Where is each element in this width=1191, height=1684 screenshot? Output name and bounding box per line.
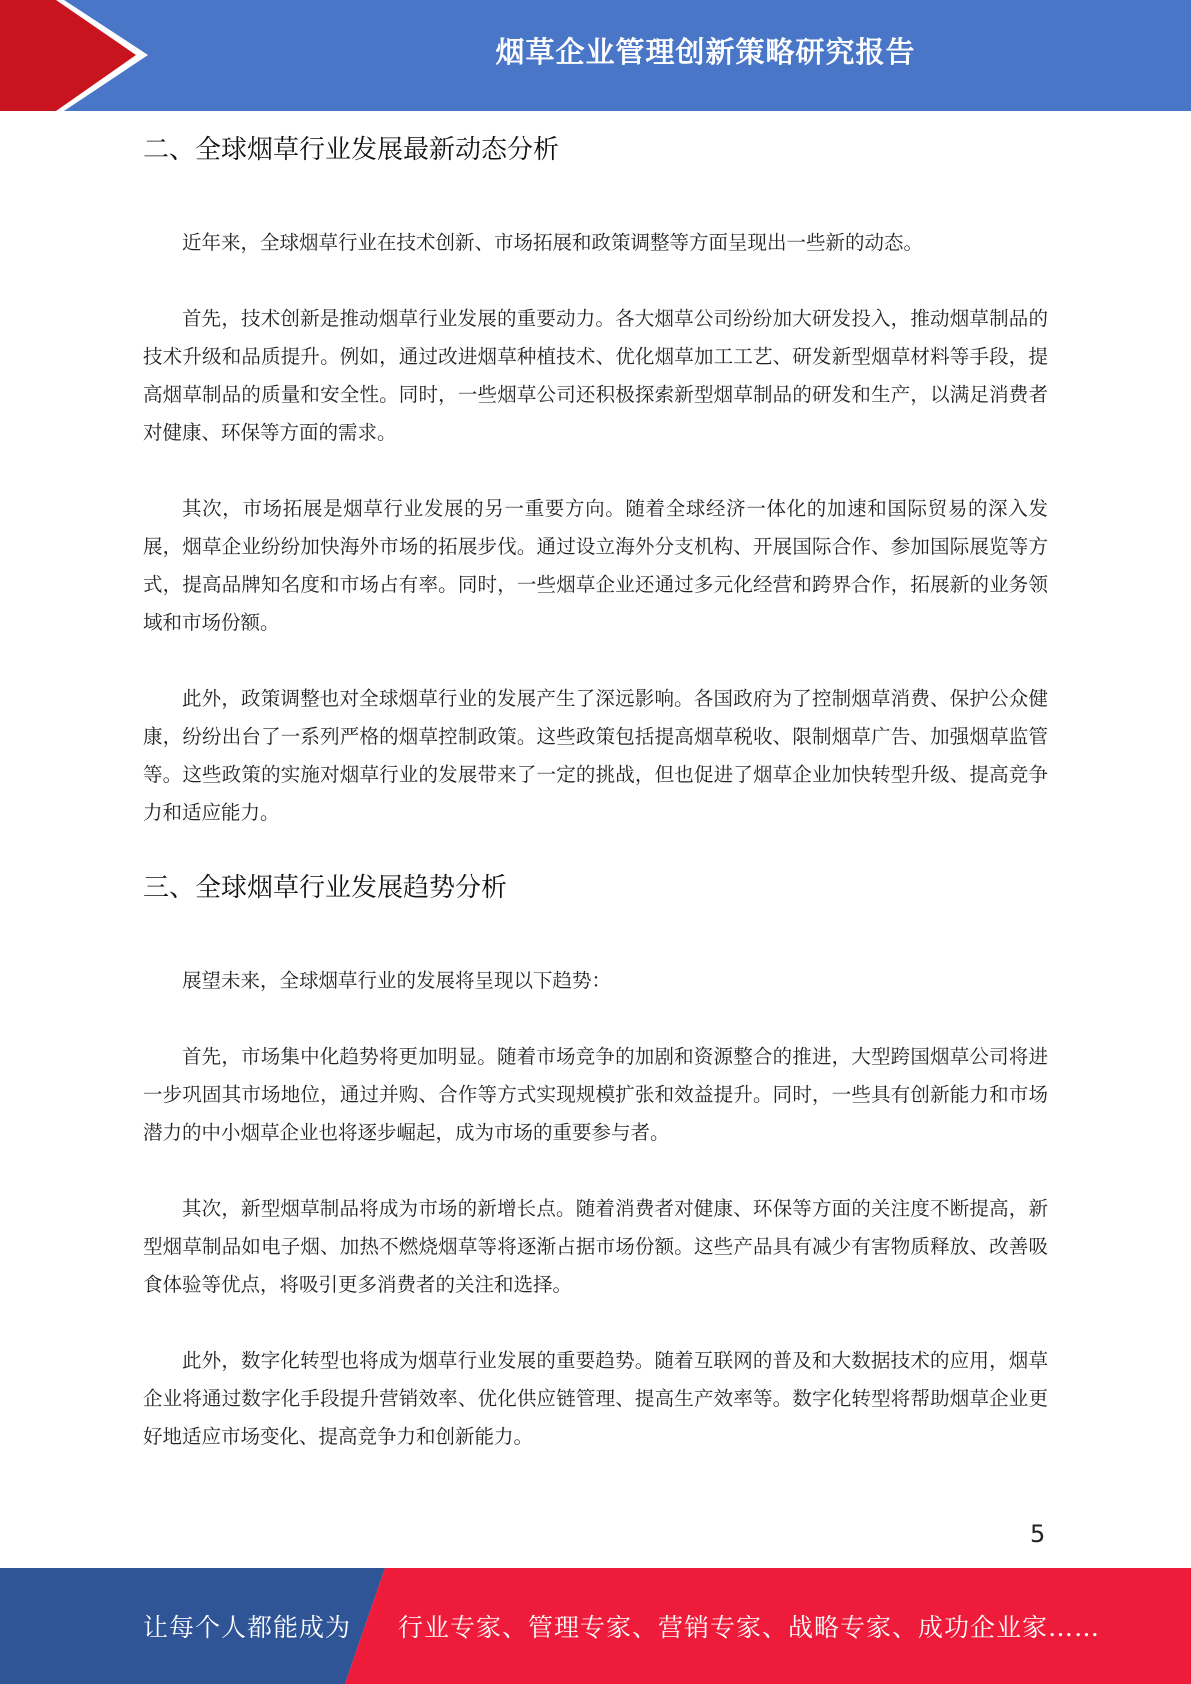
- paragraph: 首先，市场集中化趋势将更加明显。随着市场竞争的加剧和资源整合的推进，大型跨国烟草公司将进一步巩固其市场地位，通过并购、合作等方式实现规模扩张和效益提升。同时，一些具有创新能力和市场潜力的中小烟草企业也将逐步崛起，成为市场的重要参与者。: [143, 1045, 1048, 1144]
- section-heading: 二、全球烟草行业发展最新动态分析: [143, 135, 560, 165]
- paragraph: 其次，新型烟草制品将成为市场的新增长点。随着消费者对健康、环保等方面的关注度不断提高，新型烟草制品如电子烟、加热不燃烧烟草等将逐渐占据市场份额。这些产品具有减少有害物质释放、改善吸食体验等优点，将吸引更多消费者的关注和选择。: [143, 1197, 1048, 1296]
- page-footer: [0, 1568, 1191, 1684]
- page-number: 5: [1030, 1520, 1046, 1548]
- paragraph: 此外，政策调整也对全球烟草行业的发展产生了深远影响。各国政府为了控制烟草消费、保护公众健康，纷纷出台了一系列严格的烟草控制政策。这些政策包括提高烟草税收、限制烟草广告、加强烟草监管等。这些政策的实施对烟草行业的发展带来了一定的挑战，但也促进了烟草企业加快转型升级、提高竞争力和适应能力。: [143, 687, 1048, 824]
- footer-slogan-right: 行业专家、管理专家、营销专家、战略专家、成功企业家……: [398, 1613, 1101, 1642]
- page-content: [143, 132, 1048, 1456]
- paragraph: 其次，市场拓展是烟草行业发展的另一重要方向。随着全球经济一体化的加速和国际贸易的深入发展，烟草企业纷纷加快海外市场的拓展步伐。通过设立海外分支机构、开展国际合作、参加国际展览等方式，提高品牌知名度和市场占有率。同时，一些烟草企业还通过多元化经营和跨界合作，拓展新的业务领域和市场份额。: [143, 497, 1048, 634]
- paragraph: 此外，数字化转型也将成为烟草行业发展的重要趋势。随着互联网的普及和大数据技术的应用，烟草企业将通过数字化手段提升营销效率、优化供应链管理、提高生产效率等。数字化转型将帮助烟草企业更好地适应市场变化、提高竞争力和创新能力。: [143, 1349, 1048, 1448]
- document-title: 烟草企业管理创新策略研究报告: [495, 34, 916, 69]
- paragraph: 展望未来，全球烟草行业的发展将呈现以下趋势：: [182, 969, 612, 992]
- section-heading: 三、全球烟草行业发展趋势分析: [143, 873, 508, 903]
- footer-slogan-left: 让每个人都能成为: [143, 1613, 352, 1642]
- page-header: [0, 0, 1191, 111]
- paragraph: 近年来，全球烟草行业在技术创新、市场拓展和政策调整等方面呈现出一些新的动态。: [182, 231, 924, 254]
- paragraph: 首先，技术创新是推动烟草行业发展的重要动力。各大烟草公司纷纷加大研发投入，推动烟草制品的技术升级和品质提升。例如，通过改进烟草种植技术、优化烟草加工工艺、研发新型烟草材料等手段，提高烟草制品的质量和安全性。同时，一些烟草公司还积极探索新型烟草制品的研发和生产，以满足消费者对健康、环保等方面的需求。: [143, 307, 1048, 444]
